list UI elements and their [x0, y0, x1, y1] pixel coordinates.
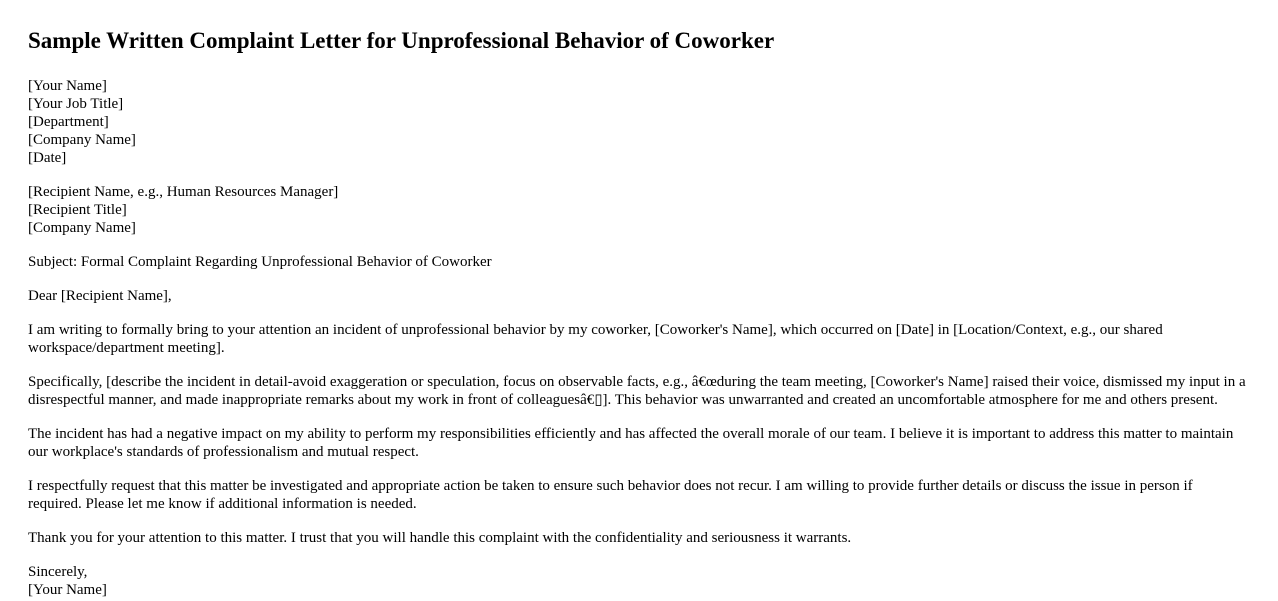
body-paragraph: The incident has had a negative impact on my ability to perform my responsibilities efficiently and has affected the overall morale of our team. I believe it is important to address this matter to maintain our workplace's standards of professionalism and mutual respect. [28, 426, 1234, 460]
sender-company: [Company Name] [28, 132, 136, 148]
sender-name: [Your Name] [28, 78, 107, 94]
closing: Sincerely, [28, 564, 88, 580]
page-title: Sample Written Complaint Letter for Unprofessional Behavior of Coworker [28, 28, 775, 53]
body-paragraph: Thank you for your attention to this matter. I trust that you will handle this complaint with the confidentiality and seriousness it warrants. [28, 530, 852, 546]
body-paragraph: I am writing to formally bring to your attention an incident of unprofessional behavior by my coworker, [Coworker's Name], which occurred on [Date] in [Location/Context, e.g., our shared workspace/department meeting]. [28, 322, 1163, 356]
sender-department: [Department] [28, 114, 109, 130]
recipient-company: [Company Name] [28, 220, 136, 236]
sender-block [28, 77, 1250, 167]
sender-date: [Date] [28, 150, 67, 166]
sender-job-title: [Your Job Title] [28, 96, 124, 112]
closing-block [28, 563, 1250, 599]
recipient-title: [Recipient Title] [28, 202, 127, 218]
recipient-name: [Recipient Name, e.g., Human Resources Manager] [28, 184, 339, 200]
salutation: Dear [Recipient Name], [28, 288, 172, 304]
signature-name: [Your Name] [28, 582, 107, 598]
subject-line: Subject: Formal Complaint Regarding Unprofessional Behavior of Coworker [28, 254, 492, 270]
body-paragraph: I respectfully request that this matter be investigated and appropriate action be taken to ensure such behavior does not recur. I am willing to provide further details or discuss the issue in person if required. Please let me know if additional information is needed. [28, 478, 1193, 512]
recipient-block [28, 183, 1250, 237]
body-paragraph: Specifically, [describe the incident in detail-avoid exaggeration or speculation, focus on observable facts, e.g., â€œduring the team meeting, [Coworker's Name] raised their voice, dismissed my input in a disrespectful manner, and made inappropriate remarks about my work in front of colleaguesâ€▯]. This behavior was unwarranted and created an uncomfortable atmosphere for me and others present. [28, 374, 1246, 408]
